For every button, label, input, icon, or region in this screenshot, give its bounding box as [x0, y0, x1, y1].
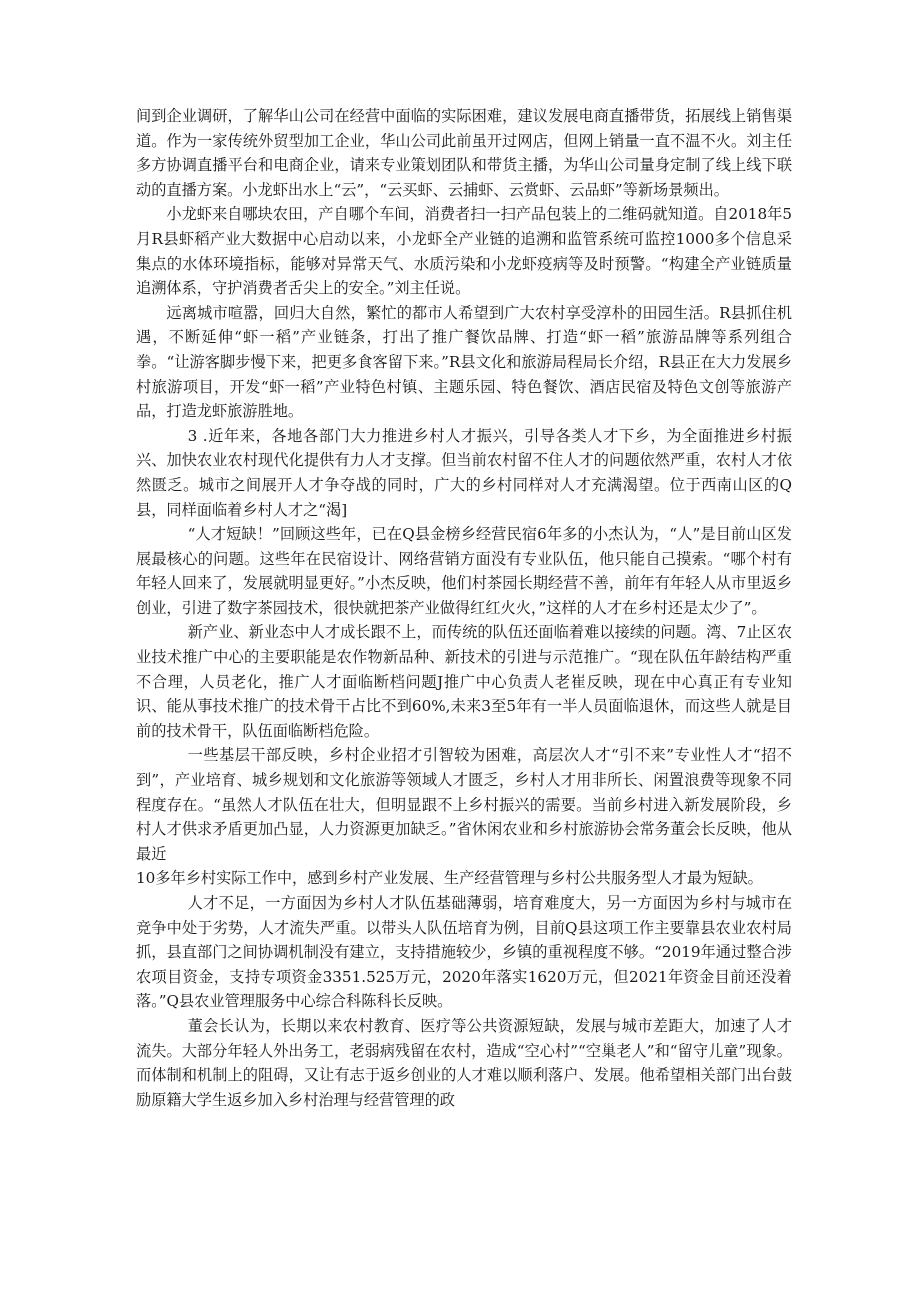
document-page [136, 104, 792, 1112]
paragraph-3: 远离城市喧嚣，回归大自然，繁忙的都市人希望到广大农村享受淳朴的田园生活。R县抓住机遇，不断延伸“虾一稻”产业链条，打出了推广餐饮品牌、打造“虾一稻”旅游品牌等系列组合拳。“让游客脚步慢下来，把更多食客留下来。”R县文化和旅游局程局长介绍，R县正在大力发展乡村旅游项目，开发“虾一稻”产业特色村镇、主题乐园、特色餐饮、酒店民宿及特色文创等旅游产品，打造龙虾旅游胜地。 [136, 303, 792, 421]
paragraph-5: “人才短缺！”回顾这些年，已在Q县金榜乡经营民宿6年多的小杰认为，“人”是目前山区发展最核心的问题。这些年在民宿设计、网络营销方面没有专业队伍，他只能自己摸索。“哪个村有年轻人回来了，发展就明显更好。”小杰反映，他们村茶园长期经营不善，前年有年轻人从市里返乡创业，引进了数字茶园技术，很快就把茶产业做得红红火火，”这样的人才在乡村还是太少了”。 [136, 525, 792, 617]
paragraph-7: 一些基层干部反映，乡村企业招才引智较为困难，高层次人才“引不来”专业性人才“招不到”，产业培育、城乡规划和文化旅游等领域人才匮乏，乡村人才用非所长、闲置浪费等现象不同程度存在。“虽然人才队伍在壮大，但明显跟不上乡村振兴的需要。当前乡村进入新发展阶段，乡村人才供求矛盾更加凸显，人力资源更加缺乏。”省休闲农业和乡村旅游协会常务董会长反映，他从最近 [136, 746, 792, 863]
paragraph-8: 10多年乡村实际工作中，感到乡村产业发展、生产经营管理与乡村公共服务型人才最为短缺。 [136, 869, 763, 888]
paragraph-9: 人才不足，一方面因为乡村人才队伍基础薄弱，培育难度大，另一方面因为乡村与城市在竞争中处于劣势，人才流失严重。以带头人队伍培育为例，目前Q县这项工作主要靠县农业农村局抓，县直部门之间协调机制没有建立，支持措施较少，乡镇的重视程度不够。“2019年通过整合涉农项目资金，支持专项资金3351.525万元，2020年落实1620万元，但2021年资金目前还没着落。”Q县农业管理服务中心综合科陈科长反映。 [136, 894, 792, 1011]
paragraph-6: 新产业、新业态中人才成长跟不上，而传统的队伍还面临着难以接续的问题。湾、7止区农业技术推广中心的主要职能是农作物新品种、新技术的引进与示范推广。“现在队伍年龄结构严重不合理，人员老化，推广人才面临断档问题J推广中心负责人老崔反映，现在中心真正有专业知识、能从事技术推广的技术骨干占比不到60%,未来3至5年有一半人员面临退休，而这些人就是目前的技术骨干，队伍面临断档危险。 [136, 623, 792, 740]
paragraph-10: 董会长认为，长期以来农村教育、医疗等公共资源短缺，发展与城市差距大，加速了人才流失。大部分年轻人外出务工，老弱病残留在农村，造成“空心村”“空巢老人”和“留守儿童”现象。而体制和机制上的阻碍，又让有志于返乡创业的人才难以顺利落户、发展。他希望相关部门出台鼓励原籍大学生返乡加入乡村治理与经营管理的政 [136, 1016, 792, 1109]
paragraph-2: 小龙虾来自哪块农田，产自哪个车间，消费者扫一扫产品包装上的二维码就知道。自2018年5月R县虾稻产业大数据中心启动以来，小龙虾全产业链的追溯和监管系统可监控1000多个信息采集点的水体环境指标，能够对异常天气、水质污染和小龙虾疫病等及时预警。“构建全产业链质量追溯体系，守护消费者舌尖上的安全。”刘主任说。 [136, 205, 792, 298]
paragraph-1: 间到企业调研，了解华山公司在经营中面临的实际困难，建议发展电商直播带货，拓展线上销售渠道。作为一家传统外贸型加工企业，华山公司此前虽开过网店，但网上销量一直不温不火。刘主任多方协调直播平台和电商企业，请来专业策划团队和带货主播，为华山公司量身定制了线上线下联动的直播方案。小龙虾出水上“云”，“云买虾、云捕虾、云赏虾、云品虾”等新场景频出。 [136, 107, 792, 199]
paragraph-4: 3 .近年来，各地各部门大力推进乡村人才振兴，引导各类人才下乡，为全面推进乡村振兴、加快农业农村现代化提供有力人才支撑。但当前农村留不住人才的问题依然严重，农村人才依然匮乏。城市之间展开人才争夺战的同时，广大的乡村同样对人才充满渴望。位于西南山区的Q县，同样面临着乡村人才之“渴] [136, 426, 792, 519]
